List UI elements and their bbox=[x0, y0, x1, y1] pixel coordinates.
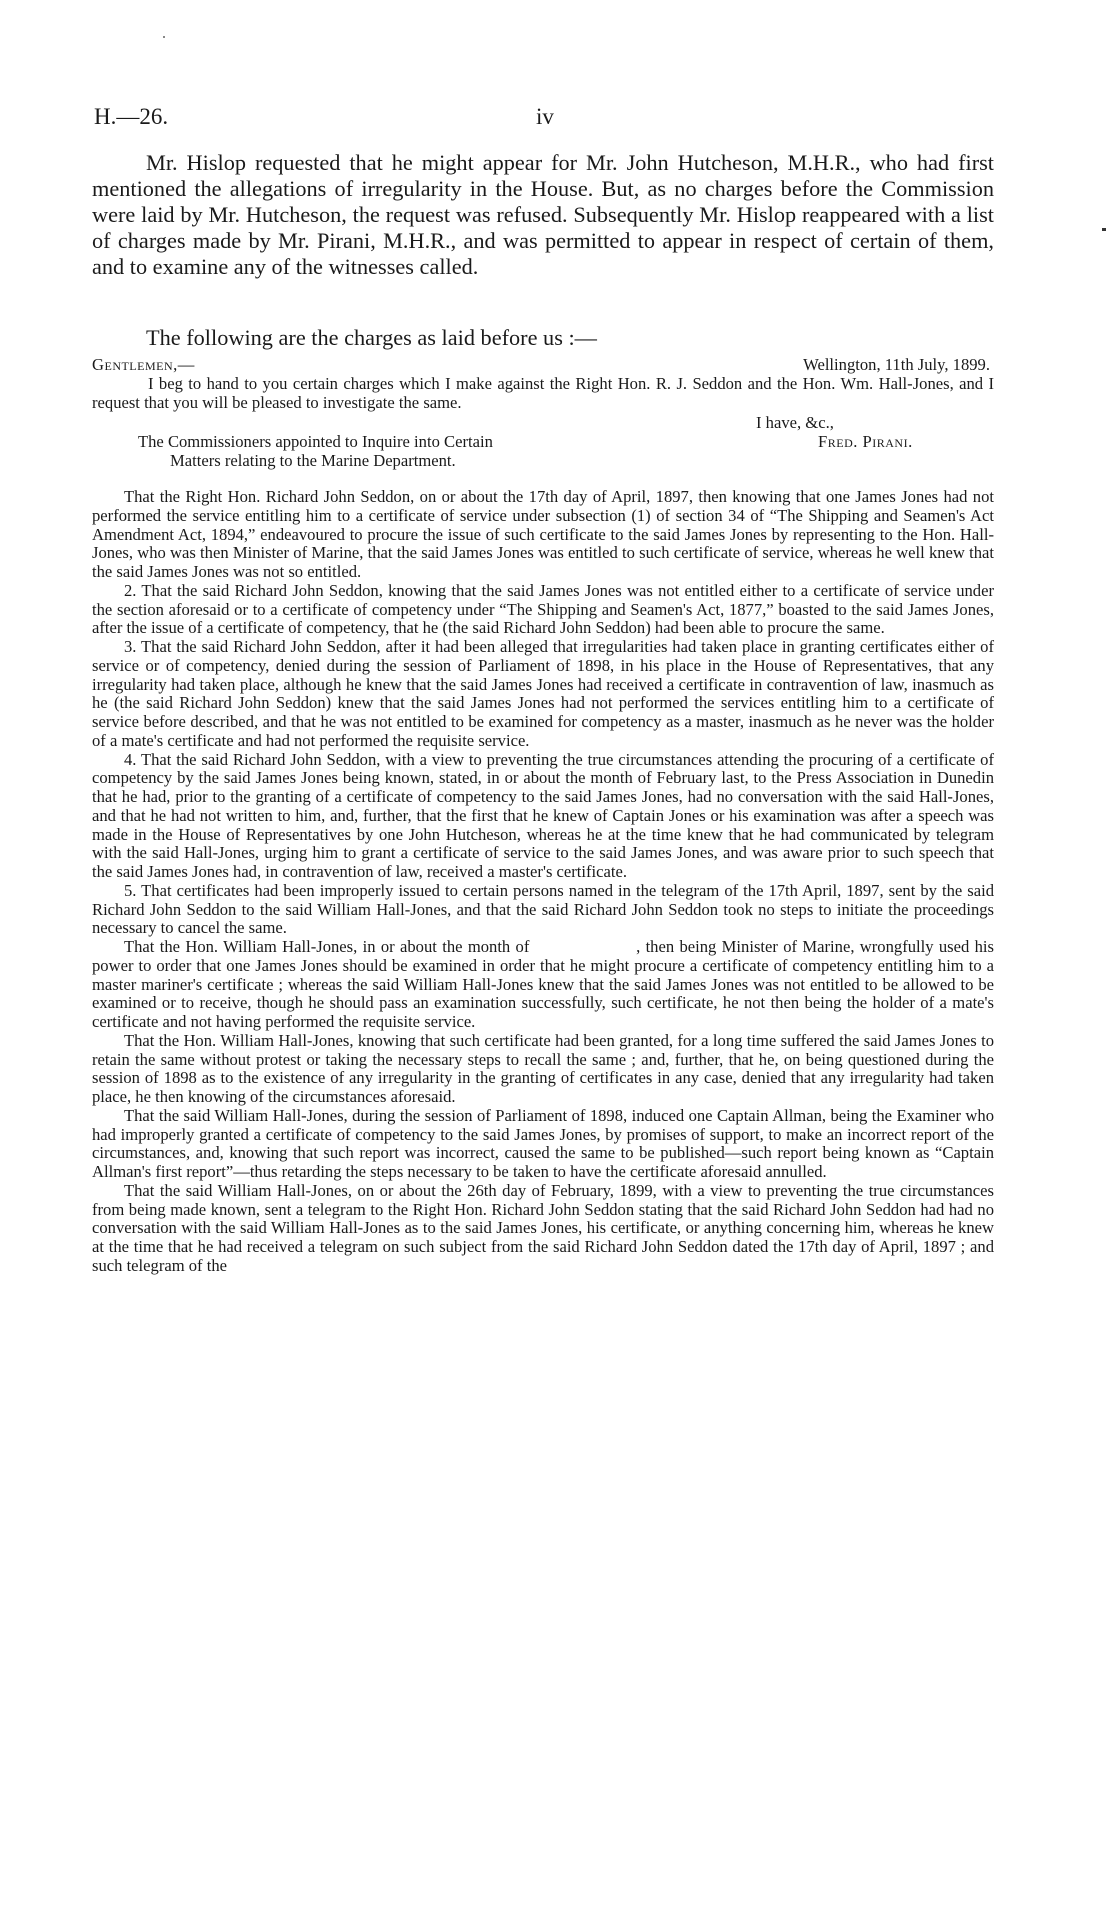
charge-paragraph: That the Hon. William Hall-Jones, knowing that such certificate had been granted, for a long time suffered the said James Jones to retain the same without protest or taking the necessary steps to recall the same ; and, further, that he, on being questioned during the session of 1898 as to the existence of any irregularity in the granting of certificates in any case, denied that any irregularity had taken place, he then knowing of the circumstances aforesaid. bbox=[92, 1030, 994, 1106]
charge-paragraph: 4. That the said Richard John Seddon, with a view to preventing the true circumstances attending the procuring of a certificate of competency by the said James Jones being known, stated, in or about the month of February last, to the Press Association in Dunedin that he had, prior to the granting of a certificate of competency to the said James Jones, had no conversation with the said Hall-Jones, and that he had not written to him, and, further, that the first that he knew of Captain Jones or his examination was after a speech was made in the House of Representatives by one John Hutcheson, whereas he at the time knew that he had communicated by telegram with the said Hall-Jones, urging him to grant a certificate of service to the said James Jones, and was aware prior to such speech that the said James Jones had, in contravention of law, received a master's certificate. bbox=[92, 749, 994, 881]
charge-paragraph: 2. That the said Richard John Seddon, knowing that the said James Jones was not entitled either to a certificate of service under the section aforesaid or to a certificate of competency under “The Shipping and Seamen's Act, 1877,” boasted to the said James Jones, after the issue of a certificate of competency, that he (the said Richard John Seddon) had been able to procure the same. bbox=[92, 580, 994, 638]
letter-closing-row bbox=[92, 413, 994, 432]
cover-letter bbox=[92, 355, 994, 470]
letter-signature: Fred. Pirani. bbox=[818, 431, 913, 451]
page-number: iv bbox=[536, 104, 554, 129]
letter-addressee-row-2 bbox=[92, 451, 994, 470]
scan-speck bbox=[163, 36, 165, 38]
letter-place-date: Wellington, 11th July, 1899. bbox=[803, 355, 990, 374]
charge-paragraph: That the Right Hon. Richard John Seddon, on or about the 17th day of April, 1897, then knowing that one James Jones had not performed the service entitling him to a certificate of service under subsection (1) of section 34 of “The Shipping and Seamen's Act Amendment Act, 1894,” endeavoured to procure the issue of such certificate to the said James Jones by representing to the Hon. Hall-Jones, who was then Minister of Marine, that the said James Jones was entitled to such certificate of service, whereas he well knew that the said James Jones was not so entitled. bbox=[92, 487, 994, 581]
letter-header-row bbox=[92, 355, 994, 374]
charge-paragraph: That the said William Hall-Jones, during the session of Parliament of 1898, induced one Captain Allman, being the Examiner who had improperly granted a certificate of competency to the said James Jones, by promises of support, to make an incorrect report of the circumstances, and, knowing that such report was incorrect, caused the same to be published—such report being known as “Captain Allman's first report”—thus retarding the steps necessary to be taken to have the certificate aforesaid annulled. bbox=[92, 1105, 994, 1181]
letter-addressee-row bbox=[92, 432, 994, 451]
margin-mark bbox=[1102, 228, 1106, 231]
charges-lead-in: The following are the charges as laid before us :— bbox=[146, 325, 597, 350]
letter-salutation: Gentlemen,— bbox=[92, 355, 195, 374]
letter-addressee-line1: The Commissioners appointed to Inquire into Certain bbox=[138, 431, 493, 451]
letter-body: I beg to hand to you certain charges which I make against the Right Hon. R. J. Seddon and the Hon. Wm. Hall-Jones, and I request that you will be pleased to investigate the same. bbox=[92, 374, 994, 413]
charge-paragraph: 3. That the said Richard John Seddon, after it had been alleged that irregularities had taken place in granting certificates either of service or of competency, denied during the session of Parliament of 1898, in his place in the House of Representatives, that any irregularity had taken place, although he knew that the said James Jones had received a certificate in contravention of law, inasmuch as he (the said Richard John Seddon) knew that the said James Jones had not performed the services entitling him to a certificate of service before described, and that he was not entitled to be examined for competency as a master, inasmuch as he never was the holder of a mate's certificate and had not performed the requisite service. bbox=[92, 637, 994, 750]
letter-closing: I have, &c., bbox=[756, 412, 834, 432]
document-reference: H.—26. bbox=[94, 104, 169, 129]
charges-list bbox=[92, 487, 999, 1276]
charge-paragraph: 5. That certificates had been improperly issued to certain persons named in the telegram of the 17th April, 1897, sent by the said Richard John Seddon to the said William Hall-Jones, and that the said Richard John Seddon took no steps to initiate the proceedings necessary to cancel the same. bbox=[92, 880, 994, 938]
charge-paragraph: That the Hon. William Hall-Jones, in or about the month of , then being Minister of Marine, wrongfully used his power to order that one James Jones should be examined in order that he might procure a certificate of competency entitling him to a master mariner's certificate ; whereas the said William Hall-Jones knew that the said James Jones was not entitled to be allowed to be examined or to receive, though he should pass an examination successfully, such certificate, he not then being the holder of a mate's certificate and not having performed the requisite service. bbox=[92, 937, 999, 1031]
charge-paragraph: That the said William Hall-Jones, on or about the 26th day of February, 1899, with a view to preventing the true circumstances from being made known, sent a telegram to the Right Hon. Richard John Seddon stating that the said Richard John Seddon had had no conversation with the said William Hall-Jones as to the said James Jones, his certificate, or anything concerning him, whereas he knew at the time that he had received a telegram on such subject from the said Richard John Seddon dated the 17th day of April, 1897 ; and such telegram of the bbox=[92, 1180, 994, 1275]
letter-addressee-line2: Matters relating to the Marine Department. bbox=[170, 450, 456, 470]
page-header bbox=[92, 104, 994, 138]
intro-paragraph: Mr. Hislop requested that he might appear for Mr. John Hutcheson, M.H.R., who had first mentioned the allegations of irregularity in the House. But, as no charges before the Commission were laid by Mr. Hutcheson, the request was refused. Subsequently Mr. Hislop reappeared with a list of charges made by Mr. Pirani, M.H.R., and was permitted to appear in respect of certain of them, and to examine any of the witnesses called. bbox=[92, 150, 994, 279]
